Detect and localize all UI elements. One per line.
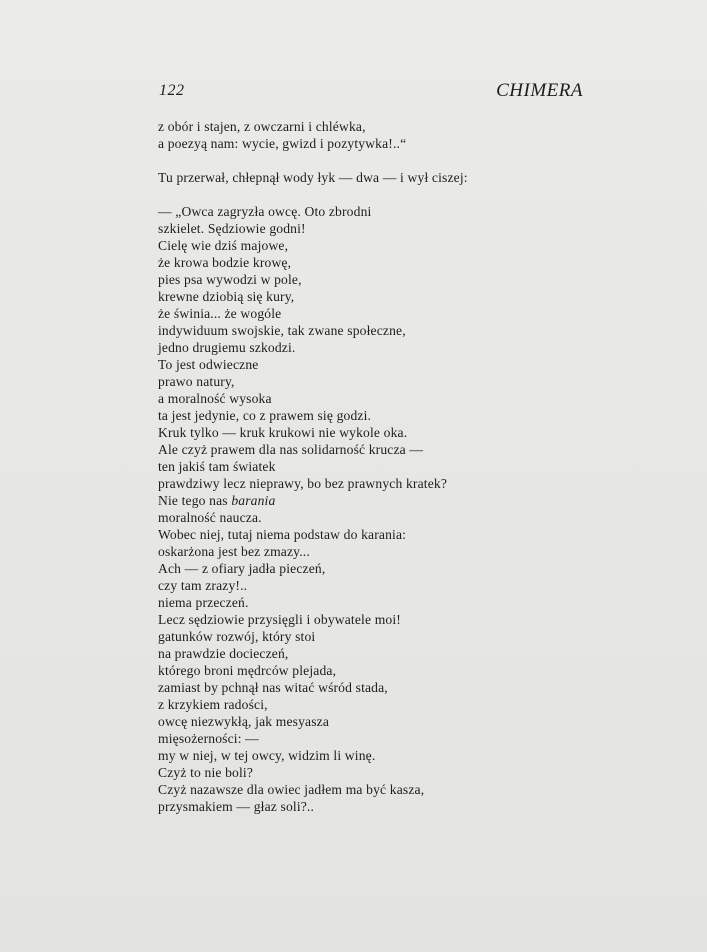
poem-line: zamiast by pchnął nas witać wśród stada,: [158, 680, 388, 695]
poem-line: na prawdzie docieczeń,: [158, 646, 289, 661]
poem-line: ta jest jedynie, co z prawem się godzi.: [158, 408, 372, 423]
stanza-3: [158, 203, 498, 815]
poem-line: z obór i stajen, z owczarni i chléwka,: [158, 119, 366, 134]
poem-line: Ale czyż prawem dla nas solidarność krucza —: [158, 442, 424, 457]
poem-line: pies psa wywodzi w pole,: [158, 272, 302, 287]
poem-line: a moralność wysoka: [158, 391, 272, 406]
stanza-gap: [158, 186, 498, 203]
poem-line: przysmakiem — głaz soli?..: [158, 799, 315, 814]
stanza-2: [158, 169, 498, 186]
poem-line: ten jakiś tam światek: [158, 459, 276, 474]
poem-line: że krowa bodzie krowę,: [158, 255, 292, 270]
poem-line: mięsożerności: —: [158, 731, 259, 746]
poem-line: my w niej, w tej owcy, widzim li winę.: [158, 748, 376, 763]
poem-line: indywiduum swojskie, tak zwane społeczne,: [158, 323, 406, 338]
poem-line-italic: [158, 492, 498, 509]
page-header: [159, 80, 583, 104]
poem-line: czy tam zrazy!..: [158, 578, 248, 593]
stanza-1: [158, 118, 498, 152]
poem-line: jedno drugiemu szkodzi.: [158, 340, 296, 355]
poem-line: Czyż nazawsze dla owiec jadłem ma być kasza,: [158, 782, 425, 797]
poem-line: Cielę wie dziś majowe,: [158, 238, 289, 253]
poem-line: Wobec niej, tutaj niema podstaw do karania:: [158, 527, 407, 542]
poem-line: Czyż to nie boli?: [158, 765, 254, 780]
poem-line: prawo natury,: [158, 374, 235, 389]
poem-line: Ach — z ofiary jadła pieczeń,: [158, 561, 326, 576]
poem-line: moralność naucza.: [158, 510, 262, 525]
italic-word: barania: [231, 493, 276, 508]
line-prefix: Nie tego nas: [158, 493, 232, 508]
poem-line: krewne dziobią się kury,: [158, 289, 295, 304]
poem-line: gatunków rozwój, który stoi: [158, 629, 316, 644]
poem-line: a poezyą nam: wycie, gwizd i pozytywka!..“: [158, 136, 407, 151]
poem-line: To jest odwieczne: [158, 357, 259, 372]
poem-line: prawdziwy lecz nieprawy, bo bez prawnych kratek?: [158, 476, 448, 491]
poem-line: szkielet. Sędziowie godni!: [158, 221, 306, 236]
stanza-gap: [158, 152, 498, 169]
poem-line: owcę niezwykłą, jak mesyasza: [158, 714, 330, 729]
running-title: CHIMERA: [496, 80, 583, 101]
poem-line: z krzykiem radości,: [158, 697, 268, 712]
poem-line: oskarżona jest bez zmazy...: [158, 544, 310, 559]
poem-line: Kruk tylko — kruk krukowi nie wykole oka.: [158, 425, 408, 440]
poem-line: którego broni mędrców plejada,: [158, 663, 337, 678]
poem-text: [158, 118, 498, 815]
poem-line: — „Owca zagryzła owcę. Oto zbrodni: [158, 204, 372, 219]
poem-line: Tu przerwał, chłepnął wody łyk — dwa — i wył ciszej:: [158, 170, 468, 185]
page-number: 122: [159, 82, 185, 99]
poem-line: że świnia... że wogóle: [158, 306, 282, 321]
poem-line: niema przeczeń.: [158, 595, 249, 610]
poem-line: Lecz sędziowie przysięgli i obywatele moi!: [158, 612, 401, 627]
